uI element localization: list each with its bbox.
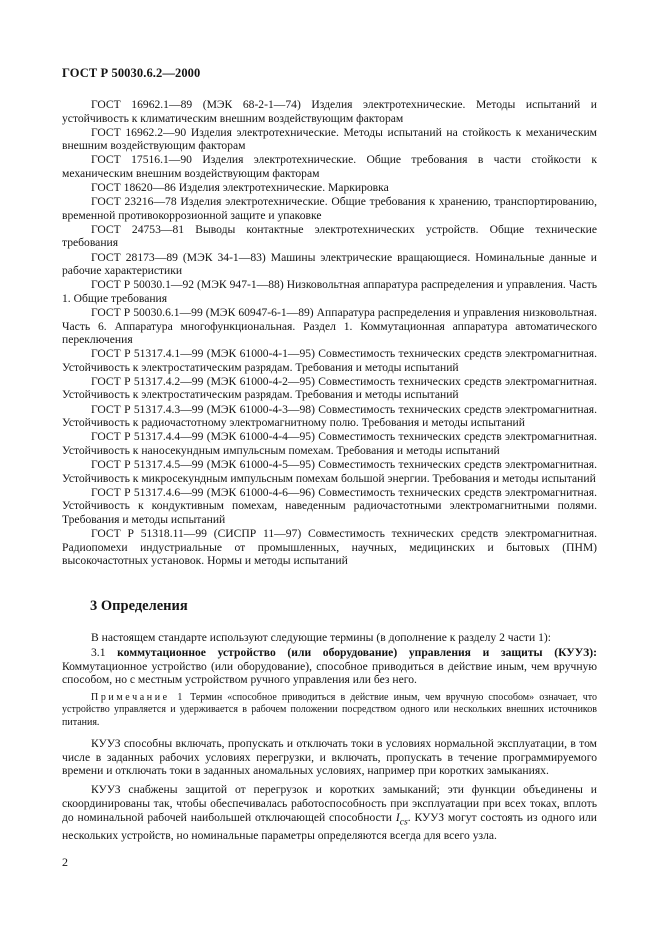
reference-item: ГОСТ 16962.2—90 Изделия электротехнические. Методы испытаний на стойкость к механическим внешним воздействующим факторам — [62, 125, 597, 153]
reference-item: ГОСТ Р 51317.4.4—99 (МЭК 61000-4-4—95) Совместимость технических средств электромагнитная. Устойчивость к наносекундным импульсным помехам. Требования и методы испытаний — [62, 430, 597, 457]
reference-item: ГОСТ 28173—89 (МЭК 34-1—83) Машины электрические вращающиеся. Номинальные данные и рабочие характеристики — [62, 250, 597, 278]
reference-item: ГОСТ Р 51317.4.1—99 (МЭК 61000-4-1—95) Совместимость технических средств электромагнитная. Устойчивость к электростатическим разрядам. Требования и методы испытаний — [62, 347, 597, 374]
paragraph-protection-text: КУУЗ снабжены защитой от перегрузок и коротких замыканий; эти функции объединены и скоординированы так, чтобы обеспечивалась работоспособность при эксплуатации при всех токах, вплоть до номинальной рабочей наибольшей отключающей способности — [62, 783, 597, 824]
normative-references-list — [62, 98, 597, 568]
paragraph-protection-text-end: . КУУЗ могут состоять из одного или нескольких устройств, но номинальные параметры определяются всегда для всего узла. — [62, 810, 597, 842]
reference-item: ГОСТ Р 50030.1—92 (МЭК 947-1—88) Низковольтная аппаратура распределения и управления. Часть 1. Общие требования — [62, 278, 597, 305]
reference-item: ГОСТ Р 51317.4.3—99 (МЭК 61000-4-3—98) Совместимость технических средств электромагнитная. Устойчивость к радиочастотному электромагнитному полю. Требования и методы испытаний — [62, 402, 597, 430]
reference-item: ГОСТ 24753—81 Выводы контактные электротехнических устройств. Общие технические требования — [62, 222, 597, 250]
reference-item: ГОСТ 18620—86 Изделия электротехнические. Маркировка — [91, 181, 389, 195]
section-heading: 3 Определения — [90, 598, 188, 614]
reference-item: ГОСТ 17516.1—90 Изделия электротехнические. Общие требования в части стойкости к механическим внешним воздействующим факторам — [62, 153, 597, 180]
reference-item: ГОСТ Р 51317.4.5—99 (МЭК 61000-4-5—95) Совместимость технических средств электромагнитная. Устойчивость к микросекундным импульсным помехам большой энергии. Требования и методы испытаний — [62, 457, 597, 485]
paragraph-switching: КУУЗ способны включать, пропускать и отключать токи в условиях нормальной эксплуатации, в том числе в заданных рабочих условиях перегрузки, и включать, пропускать в течение программируемого времени и отключать токи в заданных аномальных условиях, например при коротких замыканиях. — [62, 736, 597, 778]
current-symbol — [395, 810, 408, 828]
current-symbol-letter: I — [395, 810, 400, 824]
definition-text: Коммутационное устройство (или оборудование), способное приводиться в действие иным, чем вручную способом, но с местным устройством ручного управления или без него. — [62, 659, 597, 687]
definition-term: коммутационное устройство (или оборудование) управления и защиты (КУУЗ): — [117, 645, 598, 659]
definitions-section — [62, 631, 597, 848]
definition-3-1 — [62, 646, 597, 687]
reference-item: ГОСТ Р 51317.4.6—99 (МЭК 61000-4-6—96) Совместимость технических средств электромагнитная. Устойчивость к кондуктивным помехам, наведенным радиочастотными электромагнитными полями. Требования и методы испытаний — [62, 485, 597, 526]
paragraph-protection — [62, 783, 597, 843]
reference-item: ГОСТ Р 51317.4.2—99 (МЭК 61000-4-2—95) Совместимость технических средств электромагнитная. Устойчивость к электростатическим разрядам. Требования и методы испытаний — [62, 374, 597, 402]
current-symbol-subscript: cs — [399, 816, 408, 828]
definition-number: 3.1 — [91, 645, 118, 659]
section-intro: В настоящем стандарте используют следующие термины (в дополнение к разделу 2 части 1): — [91, 631, 551, 644]
note-1 — [62, 692, 597, 729]
note-text: Термин «способное приводиться в действие иным, чем вручную способом» означает, что устройство управляется и удерживается в рабочем положении посредством одного или нескольких внешних источников питания. — [62, 692, 597, 728]
note-label: Примечание 1 — [91, 692, 186, 704]
reference-item: ГОСТ Р 50030.6.1—99 (МЭК 60947-6-1—89) Аппаратура распределения и управления низковольтная. Часть 6. Аппаратура многофункциональная. Раздел 1. Коммутационная аппаратура автоматического переключения — [62, 305, 597, 347]
reference-item: ГОСТ 23216—78 Изделия электротехнические. Общие требования к хранению, транспортированию, временной противокоррозионной защите и упаковке — [62, 195, 597, 222]
document-header: ГОСТ Р 50030.6.2—2000 — [62, 66, 201, 80]
page-number: 2 — [62, 855, 68, 869]
reference-item: ГОСТ 16962.1—89 (МЭК 68-2-1—74) Изделия электротехнические. Методы испытаний и устойчивость к климатическим внешним воздействующим факторам — [62, 98, 597, 125]
reference-item: ГОСТ Р 51318.11—99 (СИСПР 11—97) Совместимость технических средств электромагнитная. Радиопомехи индустриальные от промышленных, научных, медицинских и бытовых (ПНМ) высокочастотных установок. Нормы и методы испытаний — [62, 526, 597, 568]
